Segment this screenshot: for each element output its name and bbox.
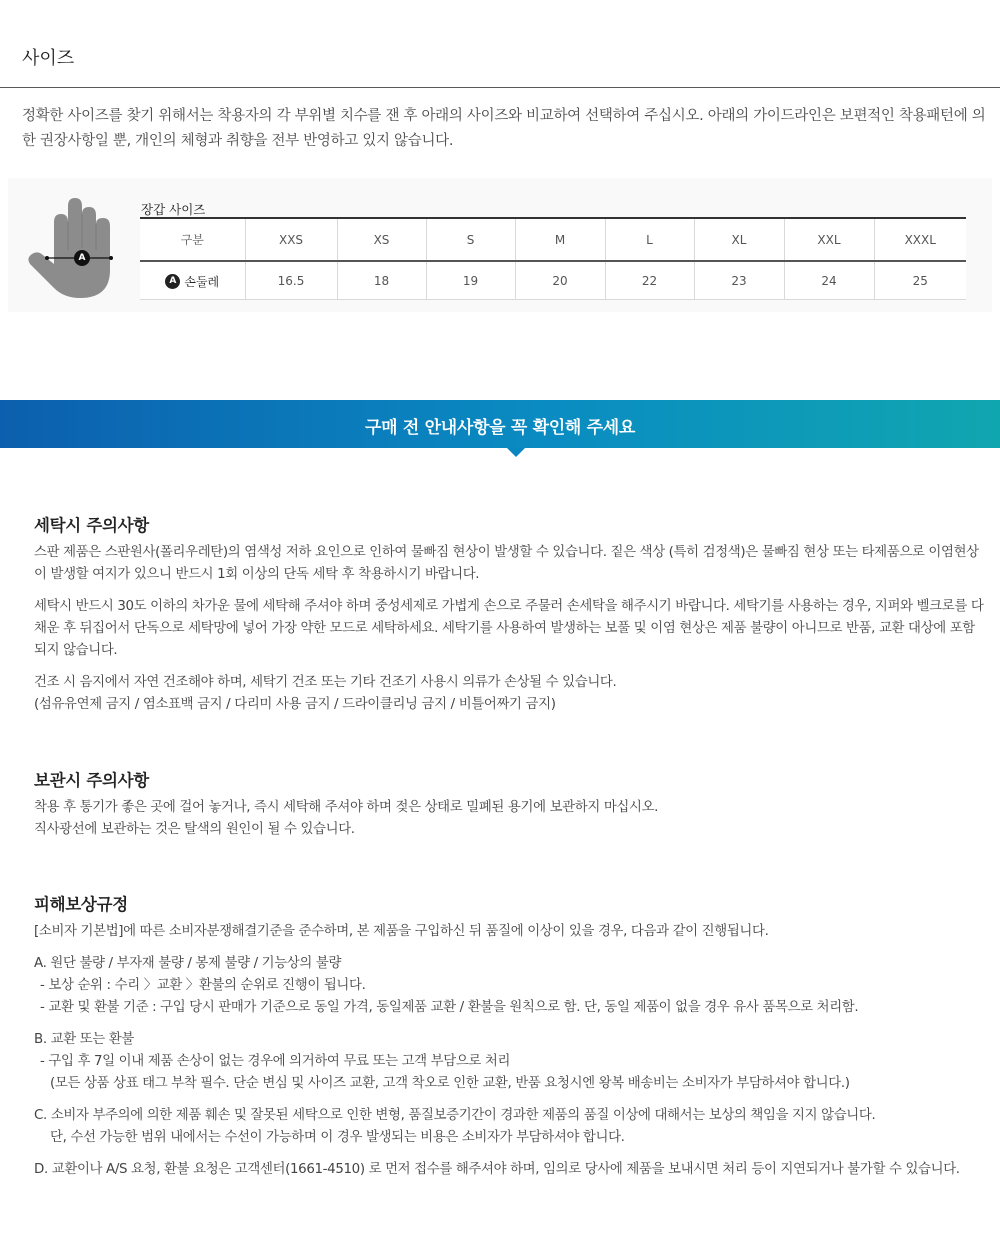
column-header: 구분 (140, 218, 245, 261)
table-cell: 24 (784, 261, 874, 300)
clause-c-line: C. 소비자 부주의에 의한 제품 훼손 및 잘못된 세탁으로 인한 변형, 품질보증기간이 경과한 제품의 품질 이상에 대해서는 보상의 책임을 지지 않습니다. (34, 1108, 876, 1123)
column-header: XXL (784, 218, 874, 261)
banner-title: 구매 전 안내사항을 꼭 확인해 주세요 (365, 418, 635, 438)
storage-title: 보관시 주의사항 (34, 771, 149, 790)
clause-b-title: B. 교환 또는 환불 (34, 1032, 134, 1047)
storage-section (34, 767, 984, 851)
table-cell: 25 (874, 261, 966, 300)
table-row (140, 261, 966, 300)
clause-a-title: A. 원단 불량 / 부자재 불량 / 봉제 불량 / 기능상의 불량 (34, 956, 342, 971)
size-guide-panel (8, 178, 992, 312)
compensation-title: 피해보상규정 (34, 895, 128, 914)
size-intro-text: 정확한 사이즈를 찾기 위해서는 착용자의 각 부위별 치수를 잰 후 아래의 사이즈와 비교하여 선택하여 주십시오. 아래의 가이드라인은 보편적인 착용패턴에 의한 권장사항일 뿐, 개인의 체형과 취향을 전부 반영하고 있지 않습니다. (22, 108, 986, 149)
size-title: 사이즈 (22, 48, 75, 69)
clause-b-note: (모든 상품 상표 태그 부착 필수. 단순 변심 및 사이즈 교환, 고객 착오로 인한 교환, 반품 요청시엔 왕복 배송비는 소비자가 부담하셔야 합니다.) (50, 1076, 850, 1091)
clause-b-item: - 구입 후 7일 이내 제품 손상이 없는 경우에 의거하여 무료 또는 고객 부담으로 처리 (40, 1054, 511, 1069)
table-cell: 19 (426, 261, 515, 300)
column-header: XXS (245, 218, 337, 261)
table-cell: 22 (605, 261, 694, 300)
table-header-row (140, 218, 966, 261)
table-cell: 16.5 (245, 261, 337, 300)
washing-title: 세탁시 주의사항 (34, 516, 149, 535)
column-header: L (605, 218, 694, 261)
table-cell: 20 (515, 261, 605, 300)
storage-line: 직사광선에 보관하는 것은 탈색의 원인이 될 수 있습니다. (34, 822, 355, 837)
table-cell: 23 (694, 261, 784, 300)
clause-c-note: 단, 수선 가능한 범위 내에서는 수선이 가능하며 이 경우 발생되는 비용은 소비자가 부담하셔야 합니다. (50, 1130, 625, 1145)
prohibition-line: (섬유유연제 금지 / 염소표백 금지 / 다리미 사용 금지 / 드라이클리닝 금지 / 비틀어짜기 금지) (34, 697, 556, 712)
measure-badge: A (165, 274, 180, 289)
clause-d-line: D. 교환이나 A/S 요청, 환불 요청은 고객센터(1661-4510) 로 먼저 접수를 해주셔야 하며, 임의로 당사에 제품을 보내시면 처리 등이 지연되거나 불가할 수 있습니다. (34, 1162, 960, 1177)
row-label-cell (140, 261, 245, 300)
column-header: XL (694, 218, 784, 261)
table-caption: 장갑 사이즈 (141, 202, 206, 217)
banner-arrow-icon (507, 448, 525, 457)
table-cell: 18 (337, 261, 426, 300)
drying-line: 건조 시 음지에서 자연 건조해야 하며, 세탁기 건조 또는 기타 건조기 사용시 의류가 손상될 수 있습니다. (34, 675, 617, 690)
hand-marker-label: A (78, 253, 86, 263)
compensation-intro: [소비자 기본법]에 따른 소비자분쟁해결기준을 준수하며, 본 제품을 구입하신 뒤 품질에 이상이 있을 경우, 다음과 같이 진행됩니다. (34, 924, 769, 939)
hand-measure-icon (24, 192, 126, 302)
notice-banner (0, 400, 1000, 448)
column-header: S (426, 218, 515, 261)
size-table (140, 217, 966, 300)
column-header: XXXL (904, 232, 936, 247)
row-label: 손둘레 (184, 274, 220, 289)
compensation-section (34, 891, 984, 1191)
washing-paragraph: 세탁시 반드시 30도 이하의 차가운 물에 세탁해 주셔야 하며 중성세제로 가볍게 손으로 주물러 손세탁을 해주시기 바랍니다. 세탁기를 사용하는 경우, 지퍼와 벨크로를 다 채운 후 뒤집어서 단독으로 세탁망에 넣어 가장 약한 모드로 세탁하세요. 세탁기를 사용하여 발생하는 보풀 및 이염 현상은 제품 불량이 아니므로 반품, 교환 대상에 포함되지 않습니다. (34, 599, 984, 658)
column-header: XS (337, 218, 426, 261)
washing-section (34, 512, 984, 726)
clause-a-item: - 보상 순위 : 수리 〉교환 〉환불의 순위로 진행이 됩니다. (40, 978, 366, 993)
clause-a-item: - 교환 및 환불 기준 : 구입 당시 판매가 기준으로 동일 가격, 동일제품 교환 / 환불을 원칙으로 함. 단, 동일 제품이 없을 경우 유사 품목으로 처리함. (40, 1000, 859, 1015)
washing-paragraph: 스판 제품은 스판원사(폴리우레탄)의 염색성 저하 요인으로 인하여 물빠짐 현상이 발생할 수 있습니다. 짙은 색상 (특히 검정색)은 물빠짐 현상 또는 타제품으로 이염현상이 발생할 여지가 있으니 반드시 1회 이상의 단독 세탁 후 착용하시기 바랍니다. (34, 545, 979, 582)
storage-line: 착용 후 통기가 좋은 곳에 걸어 놓거나, 즉시 세탁해 주셔야 하며 젖은 상태로 밀폐된 용기에 보관하지 마십시오. (34, 800, 659, 815)
size-header (0, 0, 1000, 88)
column-header: M (515, 218, 605, 261)
